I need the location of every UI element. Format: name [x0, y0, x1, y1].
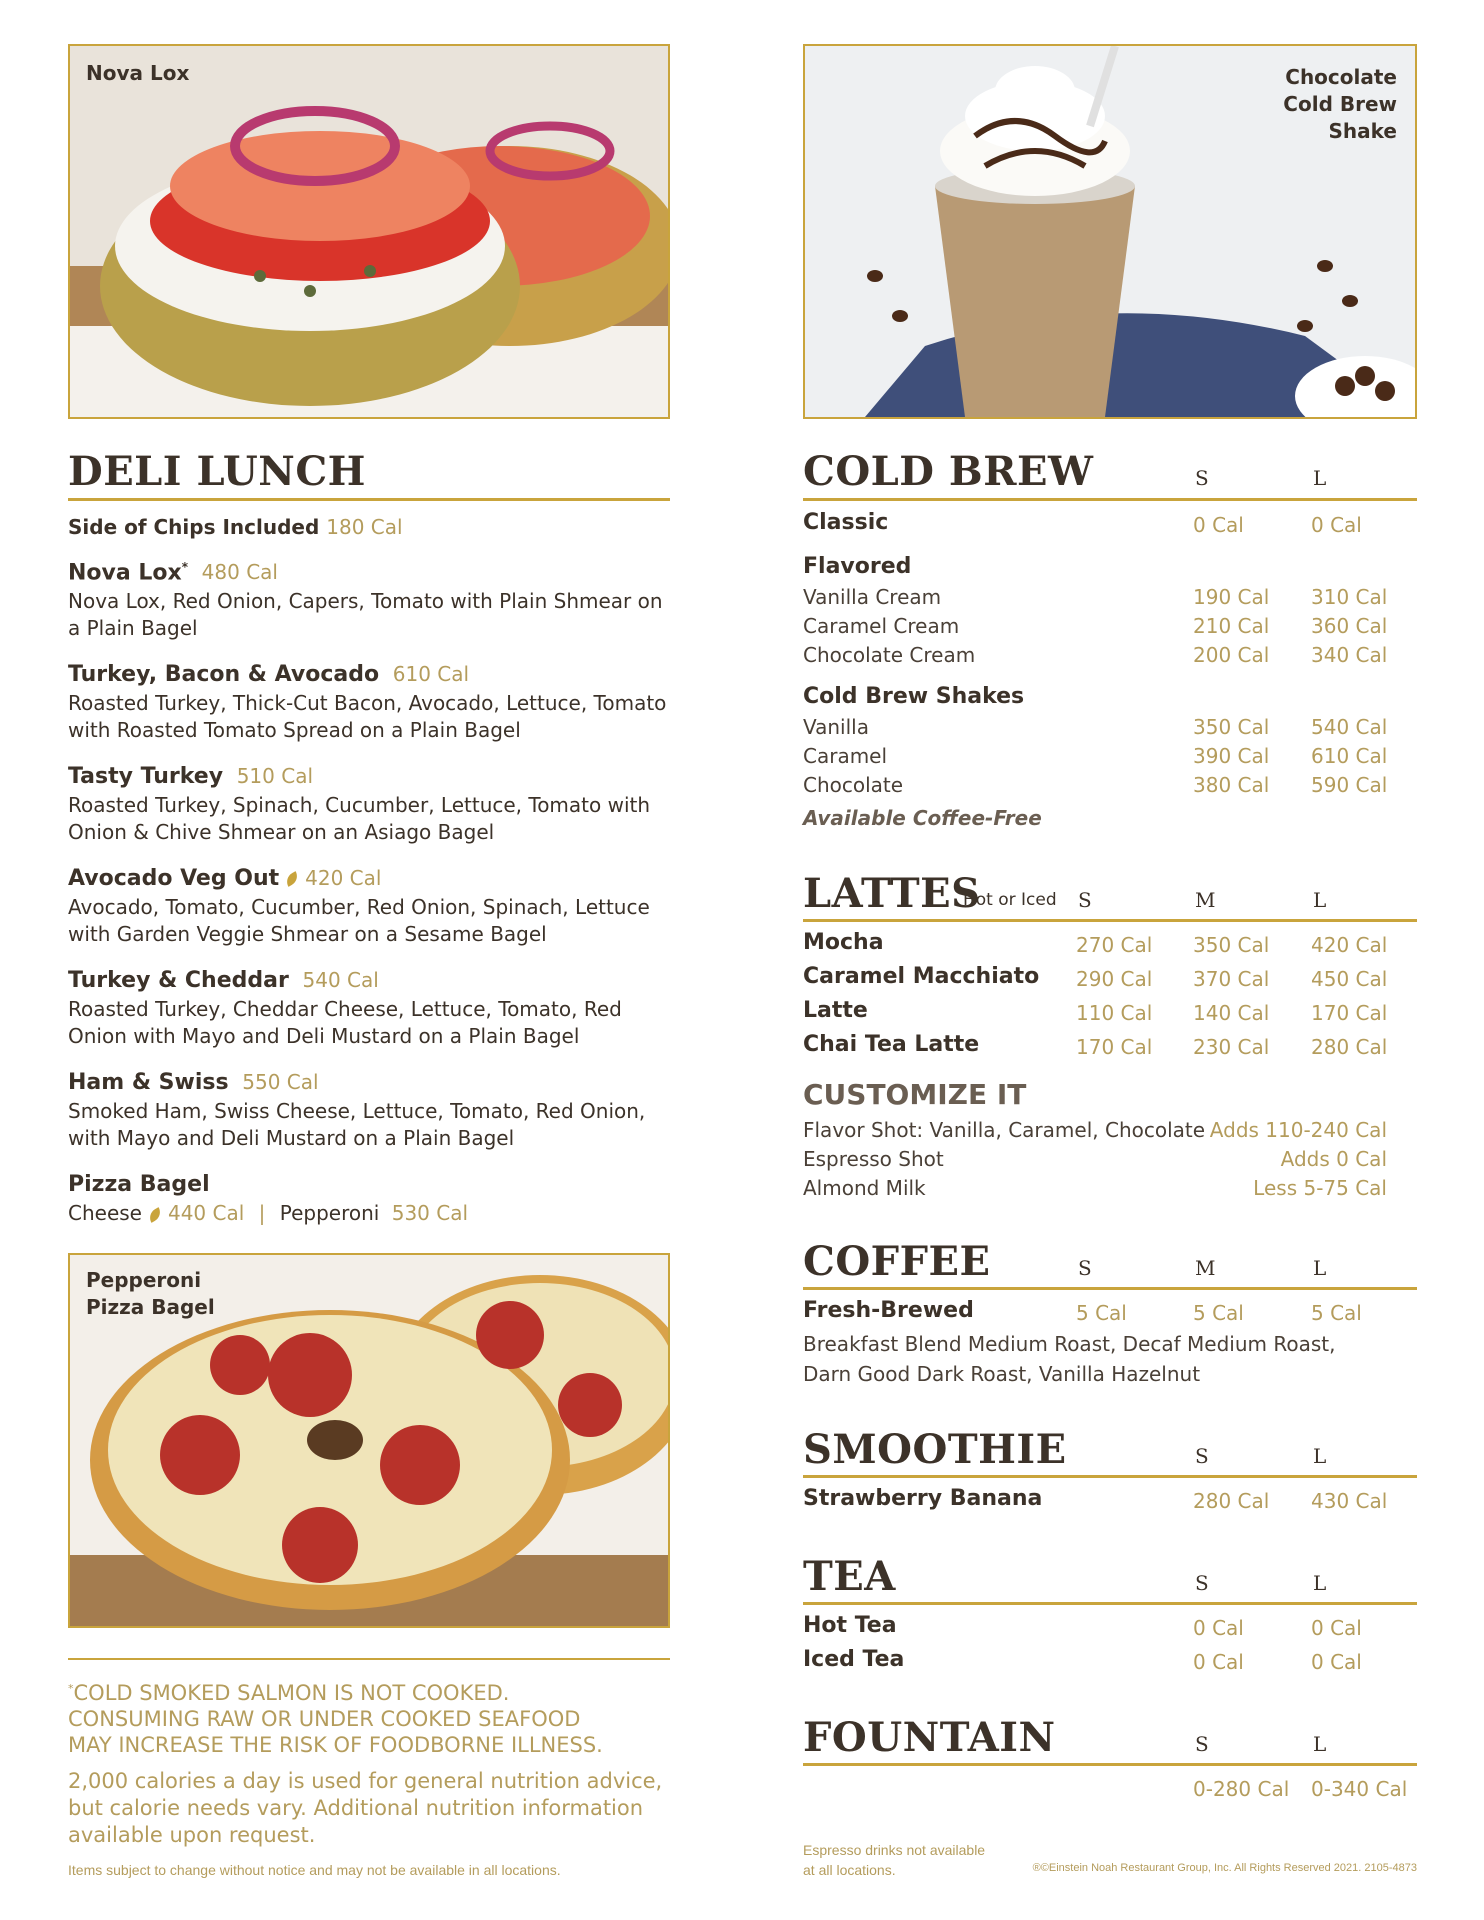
vegetarian-leaf-icon — [284, 871, 301, 887]
warning-sup: * — [68, 1682, 74, 1695]
flavored-vanilla-l: 310 Cal — [1311, 585, 1388, 609]
size-s-header: S — [1195, 1571, 1209, 1595]
latte-latte-m: 140 Cal — [1193, 1001, 1270, 1025]
flavored-title: Flavored — [803, 554, 912, 579]
latte-latte-s: 110 Cal — [1076, 1001, 1153, 1025]
fountain-s: 0-280 Cal — [1193, 1777, 1290, 1801]
size-l-header: L — [1313, 888, 1327, 912]
deli-lunch-rule — [68, 498, 670, 501]
size-s-header: S — [1195, 1732, 1209, 1756]
customize-espresso-shot: Espresso Shot — [803, 1147, 944, 1171]
shake-vanilla-s: 350 Cal — [1193, 715, 1270, 739]
nova-lox-caption: Nova Lox — [86, 61, 190, 85]
item-cal: 480 Cal — [201, 560, 278, 585]
item-desc-ham-swiss: Smoked Ham, Swiss Cheese, Lettuce, Tomato, Red Onion, with Mayo and Deli Mustard on a Plain Bagel — [68, 1099, 646, 1150]
strawberry-banana: Strawberry Banana — [803, 1486, 1043, 1511]
fresh-brewed: Fresh-Brewed — [803, 1298, 974, 1323]
size-l-header: L — [1313, 1571, 1327, 1595]
nutrition-line-2: but calorie needs vary. Additional nutrition information — [68, 1796, 644, 1820]
shakes-title: Cold Brew Shakes — [803, 684, 1025, 709]
item-cal: 420 Cal — [305, 866, 382, 890]
size-l-header: L — [1313, 1256, 1327, 1280]
side-note-cal: 180 Cal — [326, 515, 403, 539]
latte-caramel-macchiato: Caramel Macchiato — [803, 964, 1040, 989]
customize-flavor-shot: Flavor Shot: Vanilla, Caramel, Chocolate — [803, 1118, 1206, 1142]
cold-brew-title: COLD BREW — [803, 448, 1094, 495]
pepperoni-caption — [86, 1267, 215, 1321]
espresso-note-line-1: Espresso drinks not available — [803, 1842, 986, 1858]
latte-chai: Chai Tea Latte — [803, 1032, 980, 1057]
coffee-desc-line-1: Breakfast Blend Medium Roast, Decaf Medium Roast, — [803, 1332, 1336, 1356]
size-l-header: L — [1313, 1732, 1327, 1756]
espresso-note-line-2: at all locations. — [803, 1862, 896, 1878]
fineprint: Items subject to change without notice and may not be available in all locations. — [68, 1862, 561, 1878]
hot-tea: Hot Tea — [803, 1613, 897, 1638]
flavored-caramel: Caramel Cream — [803, 614, 960, 638]
item-name: Tasty Turkey — [68, 764, 224, 789]
nova-lox-photo — [68, 44, 670, 419]
flavored-vanilla: Vanilla Cream — [803, 585, 942, 609]
smoothie-title: SMOOTHIE — [803, 1426, 1067, 1473]
latte-caramel-macchiato-l: 450 Cal — [1311, 967, 1388, 991]
item-desc-avocado-veg-out: Avocado, Tomato, Cucumber, Red Onion, Spinach, Lettuce with Garden Veggie Shmear on a Sesame Bagel — [68, 895, 650, 946]
item-desc-tasty-turkey: Roasted Turkey, Spinach, Cucumber, Lettuce, Tomato with Onion & Chive Shmear on an Asiago Bagel — [68, 793, 651, 844]
item-name: Turkey & Cheddar — [68, 968, 289, 993]
item-name: Avocado Veg Out — [68, 866, 280, 891]
latte-chai-m: 230 Cal — [1193, 1035, 1270, 1059]
latte-mocha: Mocha — [803, 930, 884, 955]
nutrition-line-1: 2,000 calories a day is used for general nutrition advice, — [68, 1769, 663, 1793]
iced-tea: Iced Tea — [803, 1647, 905, 1672]
customize-espresso-shot-val: Adds 0 Cal — [1280, 1147, 1387, 1171]
item-name: Nova Lox — [68, 560, 182, 586]
cold-brew-rule — [803, 498, 1417, 501]
classic-l-cal: 0 Cal — [1311, 513, 1362, 537]
nutrition-line-3: available upon request. — [68, 1823, 316, 1847]
fresh-brewed-m: 5 Cal — [1193, 1301, 1244, 1325]
size-s-header: S — [1195, 1444, 1209, 1468]
flavored-caramel-s: 210 Cal — [1193, 614, 1270, 638]
strawberry-banana-l: 430 Cal — [1311, 1489, 1388, 1513]
fresh-brewed-l: 5 Cal — [1311, 1301, 1362, 1325]
warning-text: COLD SMOKED SALMON IS NOT COOKED. — [73, 1681, 510, 1705]
flavored-caramel-l: 360 Cal — [1311, 614, 1388, 638]
shake-vanilla-l: 540 Cal — [1311, 715, 1388, 739]
latte-chai-l: 280 Cal — [1311, 1035, 1388, 1059]
item-name: Turkey, Bacon & Avocado — [68, 662, 380, 687]
classic-name: Classic — [803, 510, 889, 535]
customize-almond-milk: Almond Milk — [803, 1176, 926, 1200]
menu-item-turkey-cheddar — [68, 968, 379, 993]
warning-line-2: CONSUMING RAW OR UNDER COOKED SEAFOOD — [68, 1707, 581, 1731]
caption-line: Pepperoni — [86, 1268, 202, 1292]
menu-item-turkey-bacon-avocado — [68, 662, 469, 687]
smoothie-rule — [803, 1475, 1417, 1478]
customize-almond-milk-val: Less 5-75 Cal — [1253, 1176, 1387, 1200]
hot-tea-l: 0 Cal — [1311, 1616, 1362, 1640]
iced-tea-s: 0 Cal — [1193, 1650, 1244, 1674]
item-cal: 510 Cal — [236, 764, 314, 788]
size-m-header: M — [1195, 1256, 1216, 1280]
flavored-chocolate-l: 340 Cal — [1311, 643, 1388, 667]
item-sup: * — [181, 560, 188, 574]
customize-flavor-shot-val: Adds 110-240 Cal — [1209, 1118, 1387, 1142]
warning-line-1 — [68, 1676, 678, 1706]
shake-caramel: Caramel — [803, 744, 888, 768]
latte-mocha-s: 270 Cal — [1076, 933, 1153, 957]
espresso-note — [803, 1840, 985, 1880]
copyright: ®©Einstein Noah Restaurant Group, Inc. All Rights Reserved 2021. 2105-4873 — [1032, 1862, 1417, 1874]
shake-caramel-l: 610 Cal — [1311, 744, 1388, 768]
option-separator: | — [258, 1201, 266, 1225]
coffee-rule — [803, 1287, 1417, 1290]
side-note — [68, 515, 403, 539]
tea-rule — [803, 1602, 1417, 1605]
item-cal: 610 Cal — [392, 662, 470, 686]
caption-line: Pizza Bagel — [86, 1295, 215, 1319]
size-l-header: L — [1313, 466, 1327, 490]
latte-latte-l: 170 Cal — [1311, 1001, 1388, 1025]
option-pepperoni-cal: 530 Cal — [391, 1201, 469, 1225]
latte-mocha-l: 420 Cal — [1311, 933, 1388, 957]
customize-title: CUSTOMIZE IT — [803, 1078, 1027, 1111]
classic-s-cal: 0 Cal — [1193, 513, 1244, 537]
size-s-header: S — [1078, 1256, 1092, 1280]
item-desc-nova-lox: Nova Lox, Red Onion, Capers, Tomato with Plain Shmear on a Plain Bagel — [68, 589, 663, 640]
item-cal: 550 Cal — [242, 1070, 319, 1094]
option-pepperoni: Pepperoni — [279, 1201, 380, 1225]
lattes-title: LATTES — [803, 870, 981, 917]
menu-item-ham-swiss — [68, 1070, 319, 1095]
chocolate-cold-brew-shake-photo — [803, 44, 1417, 419]
latte-chai-s: 170 Cal — [1076, 1035, 1153, 1059]
shake-chocolate-l: 590 Cal — [1311, 773, 1388, 797]
option-cheese: Cheese — [68, 1201, 142, 1225]
hot-tea-s: 0 Cal — [1193, 1616, 1244, 1640]
deli-lunch-title: DELI LUNCH — [68, 448, 366, 495]
menu-item-nova-lox — [68, 560, 278, 585]
tea-title: TEA — [803, 1553, 896, 1600]
coffee-title: COFFEE — [803, 1238, 991, 1285]
coffee-desc-line-2: Darn Good Dark Roast, Vanilla Hazelnut — [803, 1362, 1201, 1386]
shake-caramel-s: 390 Cal — [1193, 744, 1270, 768]
lattes-subtitle: Hot or Iced — [963, 890, 1057, 910]
size-l-header: L — [1313, 1444, 1327, 1468]
menu-item-pizza-bagel: Pizza Bagel — [68, 1172, 210, 1197]
caption-line: Chocolate — [1285, 65, 1397, 89]
flavored-chocolate: Chocolate Cream — [803, 643, 976, 667]
shake-chocolate: Chocolate — [803, 773, 904, 797]
caption-line: Shake — [1328, 119, 1397, 143]
size-s-header: S — [1078, 888, 1092, 912]
pizza-bagel-options — [68, 1200, 670, 1227]
latte-mocha-m: 350 Cal — [1193, 933, 1270, 957]
seafood-warning — [68, 1676, 678, 1758]
fountain-rule — [803, 1763, 1417, 1766]
item-desc-turkey-bacon-avocado: Roasted Turkey, Thick-Cut Bacon, Avocado, Lettuce, Tomato with Roasted Tomato Spread on a Plain Bagel — [68, 691, 667, 742]
shake-caption — [1283, 64, 1397, 145]
latte-latte: Latte — [803, 998, 868, 1023]
size-m-header: M — [1195, 888, 1216, 912]
item-cal: 540 Cal — [302, 968, 379, 992]
coffee-free-note: Available Coffee-Free — [803, 806, 1042, 830]
latte-caramel-macchiato-s: 290 Cal — [1076, 967, 1153, 991]
menu-item-tasty-turkey — [68, 764, 313, 789]
fountain-title: FOUNTAIN — [803, 1714, 1056, 1761]
nova-lox-image — [70, 46, 668, 417]
iced-tea-l: 0 Cal — [1311, 1650, 1362, 1674]
menu-item-avocado-veg-out — [68, 866, 381, 891]
flavored-vanilla-s: 190 Cal — [1193, 585, 1270, 609]
warning-rule — [68, 1658, 670, 1660]
lattes-rule — [803, 919, 1417, 922]
size-s-header: S — [1195, 466, 1209, 490]
vegetarian-leaf-icon — [146, 1207, 163, 1223]
warning-line-3: MAY INCREASE THE RISK OF FOODBORNE ILLNESS. — [68, 1733, 603, 1757]
nutrition-note — [68, 1768, 678, 1849]
strawberry-banana-s: 280 Cal — [1193, 1489, 1270, 1513]
latte-caramel-macchiato-m: 370 Cal — [1193, 967, 1270, 991]
shake-vanilla: Vanilla — [803, 715, 869, 739]
shake-chocolate-s: 380 Cal — [1193, 773, 1270, 797]
item-name: Ham & Swiss — [68, 1070, 229, 1095]
item-desc-turkey-cheddar: Roasted Turkey, Cheddar Cheese, Lettuce, Tomato, Red Onion with Mayo and Deli Mustard on a Plain Bagel — [68, 997, 622, 1048]
side-note-text: Side of Chips Included — [68, 515, 320, 539]
caption-line: Cold Brew — [1283, 92, 1397, 116]
option-cheese-cal: 440 Cal — [167, 1201, 245, 1225]
fountain-l: 0-340 Cal — [1311, 1777, 1408, 1801]
pepperoni-pizza-bagel-photo — [68, 1253, 670, 1628]
flavored-chocolate-s: 200 Cal — [1193, 643, 1270, 667]
fresh-brewed-s: 5 Cal — [1076, 1301, 1127, 1325]
